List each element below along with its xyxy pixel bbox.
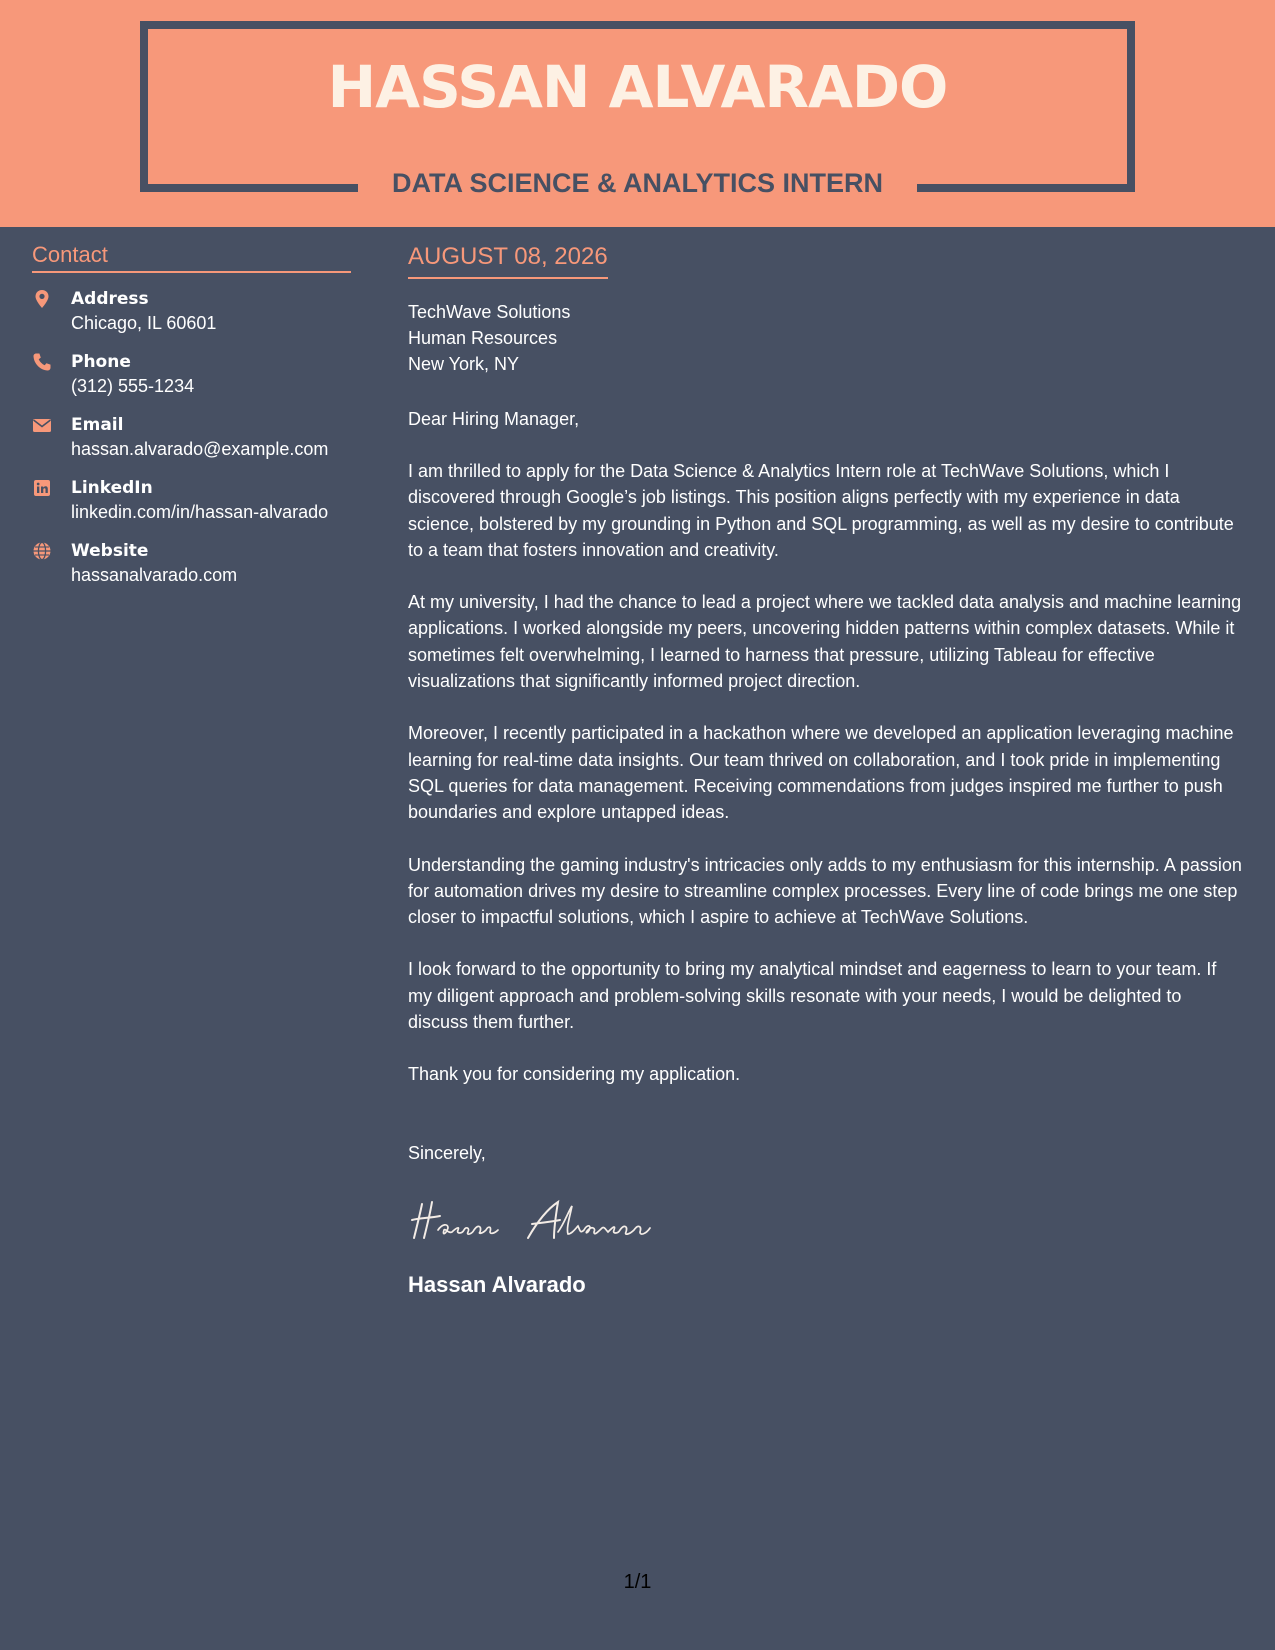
linkedin-value: linkedin.com/in/hassan-alvarado xyxy=(71,502,329,522)
letter-paragraph: Understanding the gaming industry's intricacies only adds to my enthusiasm for this internship. A passion for automation drives my desire to streamline complex processes. Every line of code brings me one step closer to impactful solutions, which I aspire to achieve at TechWave Solutions. xyxy=(408,854,1242,928)
contact-heading: Contact xyxy=(32,242,351,273)
phone-value: (312) 555-1234 xyxy=(71,376,195,396)
recipient-block xyxy=(408,299,1244,377)
salutation: Dear Hiring Manager, xyxy=(408,409,580,429)
contact-label: LinkedIn xyxy=(71,478,153,498)
closing: Sincerely, xyxy=(408,1142,486,1163)
recipient-department: Human Resources xyxy=(408,328,558,348)
contact-label: Email xyxy=(71,415,124,435)
contact-sidebar xyxy=(32,242,351,588)
phone-icon xyxy=(32,352,52,372)
contact-label: Address xyxy=(71,289,149,309)
contact-item-linkedin xyxy=(32,476,351,525)
job-title: DATA SCIENCE & ANALYTICS INTERN xyxy=(391,168,884,198)
letter-paragraph: Thank you for considering my application. xyxy=(408,1064,741,1085)
letter-paragraph: Moreover, I recently participated in a hackathon where we developed an application leveraging machine learning for real-time data insights. Our team thrived on collaboration, and I took pride in implementing SQL queries for data management. Receiving commendations from judges inspired me further to push boundaries and explore untapped ideas. xyxy=(408,723,1234,823)
letter-paragraph: I look forward to the opportunity to bring my analytical mindset and eagerness to learn to your team. If my diligent approach and problem-solving skills resonate with your needs, I would be delighted to discuss them further. xyxy=(408,959,1217,1033)
contact-item-website xyxy=(32,539,351,588)
address-value: Chicago, IL 60601 xyxy=(71,313,217,333)
letter-date: AUGUST 08, 2026 xyxy=(408,243,608,279)
contact-item-email xyxy=(32,413,351,462)
applicant-name: HASSAN ALVARADO xyxy=(327,53,948,121)
header-banner xyxy=(0,0,1275,227)
letter-paragraph: I am thrilled to apply for the Data Science & Analytics Intern role at TechWave Solutions, which I discovered through Google’s job listings. This position aligns perfectly with my experience in data science, bolstered by my grounding in Python and SQL programming, as well as my desire to contribute to a team that fosters innovation and creativity. xyxy=(408,461,1234,560)
email-value: hassan.alvarado@example.com xyxy=(71,439,329,459)
linkedin-icon xyxy=(32,478,52,498)
signer-name: Hassan Alvarado xyxy=(408,1271,586,1297)
page-number: 1/1 xyxy=(623,1571,652,1593)
website-value: hassanalvarado.com xyxy=(71,565,238,585)
globe-icon xyxy=(32,541,52,561)
contact-item-address xyxy=(32,287,351,336)
recipient-company: TechWave Solutions xyxy=(408,302,571,322)
map-pin-icon xyxy=(32,289,52,309)
contact-label: Website xyxy=(71,541,149,561)
letter-body xyxy=(408,243,1244,1299)
letter-paragraph: At my university, I had the chance to lead a project where we tackled data analysis and machine learning applications. I worked alongside my peers, uncovering hidden patterns within complex datasets. While it sometimes felt overwhelming, I learned to harness that pressure, utilizing Tableau for effective visualizations that significantly informed project direction. xyxy=(408,592,1242,692)
handwritten-signature xyxy=(408,1194,688,1246)
contact-item-phone xyxy=(32,350,351,399)
envelope-icon xyxy=(32,415,52,435)
contact-label: Phone xyxy=(71,352,131,372)
recipient-location: New York, NY xyxy=(408,354,520,374)
